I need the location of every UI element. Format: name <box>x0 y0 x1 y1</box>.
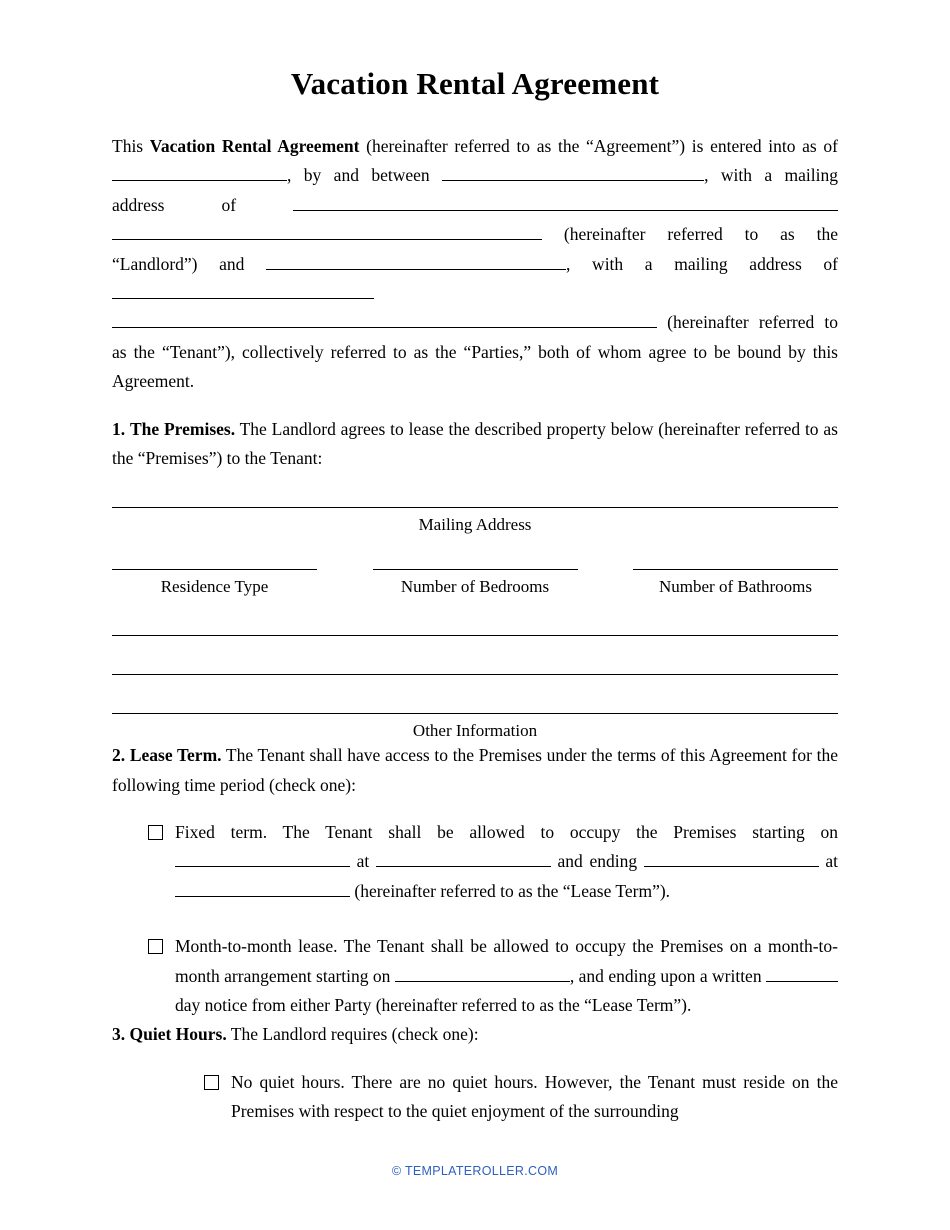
footer-site-name: TEMPLATEROLLER.COM <box>404 1164 559 1178</box>
checkbox-icon-month-to-month[interactable] <box>148 939 163 954</box>
copyright-mark: © <box>391 1164 405 1178</box>
other-information-block <box>112 635 838 741</box>
intro-text-7: (hereinafter referred to as the “Tenant”), collectively referred to as the “Parties,” both of whom agree to be bound by this Agreement. <box>112 312 838 392</box>
intro-paragraph <box>112 132 838 397</box>
bedrooms-caption: Number of Bedrooms <box>400 577 550 597</box>
mtm-text-1: Month-to-month lease. The Tenant shall be allowed to occupy the Premises on a month-to-month arrangement starting on <box>175 936 838 986</box>
landlord-address-field-line1[interactable] <box>293 191 838 210</box>
premises-mailing-address-caption: Mailing Address <box>418 515 532 535</box>
section-2-number: 2. <box>112 745 126 766</box>
fixed-end-date-field[interactable] <box>644 848 819 867</box>
tenant-address-field-line1[interactable] <box>112 280 374 299</box>
residence-type-group <box>112 569 317 597</box>
mtm-start-date-field[interactable] <box>395 962 570 981</box>
checkbox-icon-fixed-term[interactable] <box>148 825 163 840</box>
landlord-address-field-line2[interactable] <box>112 221 542 240</box>
intro-text-2: (hereinafter referred to as the “Agreement”) is entered into as of <box>359 136 838 156</box>
other-information-field-line2[interactable] <box>112 674 838 675</box>
quiet-hours-option-none-text: No quiet hours. There are no quiet hours. However, the Tenant must reside on the Premises with respect to the quiet enjoyment of the surrounding <box>231 1071 838 1122</box>
residence-type-field[interactable] <box>112 569 317 570</box>
section-3-paragraph <box>112 1020 838 1049</box>
fixed-end-time-field[interactable] <box>175 877 350 896</box>
mtm-notice-days-field[interactable] <box>766 962 838 981</box>
lease-term-option-month-to-month-text <box>175 932 838 1020</box>
footer-watermark <box>0 1164 950 1178</box>
section-3-heading: Quiet Hours. <box>129 1024 227 1045</box>
checkbox-icon-no-quiet-hours[interactable] <box>204 1075 219 1090</box>
other-information-caption: Other Information <box>412 721 538 741</box>
lease-term-option-month-to-month[interactable] <box>148 932 838 1020</box>
section-2-heading: Lease Term. <box>129 745 222 766</box>
intro-text-5: (hereinafter referred to as the “Landlord”) and <box>112 224 838 274</box>
section-3-body: The Landlord requires (check one): <box>226 1024 479 1045</box>
residence-type-caption: Residence Type <box>160 577 269 597</box>
bedrooms-field[interactable] <box>373 569 578 570</box>
mtm-text-3: day notice from either Party (hereinafter referred to as the “Lease Term”). <box>175 995 692 1016</box>
quiet-hours-option-none[interactable] <box>204 1068 838 1127</box>
intro-text-6: , with a mailing address of <box>566 253 838 274</box>
date-field[interactable] <box>112 162 287 181</box>
bathrooms-caption: Number of Bathrooms <box>659 577 812 597</box>
section-1-number: 1. <box>112 418 126 439</box>
fixed-term-text-2: at <box>350 851 376 872</box>
fixed-start-time-field[interactable] <box>376 848 551 867</box>
fixed-term-text-5: (hereinafter referred to as the “Lease Term”). <box>350 880 671 901</box>
page-title: Vacation Rental Agreement <box>290 66 660 101</box>
intro-text-1: This <box>112 136 150 156</box>
fixed-term-text-4: at <box>818 851 838 872</box>
intro-text-3: , by and between <box>287 165 443 186</box>
tenant-address-field-line2[interactable] <box>112 309 657 328</box>
bathrooms-field[interactable] <box>633 569 838 570</box>
fixed-start-date-field[interactable] <box>175 848 350 867</box>
premises-mailing-address-field[interactable] <box>112 507 838 508</box>
bedrooms-group <box>373 569 578 597</box>
section-3-number: 3. <box>112 1024 126 1045</box>
section-2-body: The Tenant shall have access to the Premises under the terms of this Agreement for the following time period (check one): <box>112 745 838 795</box>
section-2-paragraph <box>112 741 838 800</box>
intro-bold-term: Vacation Rental Agreement <box>149 136 360 156</box>
tenant-name-field[interactable] <box>266 250 566 269</box>
bathrooms-group <box>633 569 838 597</box>
lease-term-option-fixed[interactable] <box>148 818 838 906</box>
mtm-text-2: , and ending upon a written <box>569 965 766 986</box>
landlord-name-field[interactable] <box>442 162 704 181</box>
premises-mailing-address-block <box>112 507 838 535</box>
section-1-body: The Landlord agrees to lease the described property below (hereinafter referred to as the “Premises”) to the Tenant: <box>112 418 838 468</box>
section-1-paragraph <box>112 415 838 474</box>
other-information-field-line3[interactable] <box>112 713 838 714</box>
section-1-heading: The Premises. <box>129 418 236 439</box>
fixed-term-text-1: Fixed term. The Tenant shall be allowed to occupy the Premises starting on <box>175 822 838 843</box>
other-information-field-line1[interactable] <box>112 635 838 636</box>
premises-details-row <box>112 569 838 597</box>
fixed-term-text-3: and ending <box>550 851 644 872</box>
intro-text-4: , with a mailing address of <box>112 165 838 215</box>
lease-term-option-fixed-text <box>175 818 838 906</box>
